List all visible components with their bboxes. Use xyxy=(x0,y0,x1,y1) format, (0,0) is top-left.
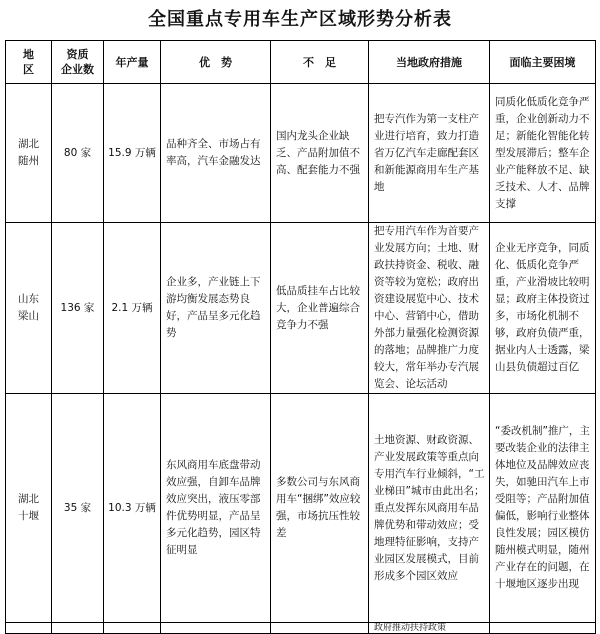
cell-disadvantages: 多数公司与东风商用车“捆绑”效应较强，市场抗压性较差 xyxy=(271,394,369,623)
cell-difficulties: “委改机制”推广，主要改装企业的法律主体地位及品牌效应丧失，如驰田汽车上市受阻等；产品附加值偏低，影响行业整体良性发展；园区模仿随州模式明显，随州产业存在的问题，在十堰地区逐步出现 xyxy=(490,394,596,623)
table-header-row xyxy=(6,41,596,84)
cell-disadvantages: 低品质挂车占比较大，企业普遍综合竞争力不强 xyxy=(271,223,369,394)
table-row xyxy=(6,223,596,394)
table-row xyxy=(6,394,596,623)
cell-measures: 把专汽作为第一支柱产业进行培育，致力打造省万亿汽车走廊配套区和新能源商用车生产基地 xyxy=(369,84,490,223)
header-companies xyxy=(52,41,104,84)
page-title: 全国重点专用车生产区域形势分析表 xyxy=(148,9,452,30)
header-output: 年产量 xyxy=(104,41,161,84)
cell-measures: 把专用汽车作为首要产业发展方向；土地、财政扶持资金、税收、融资等较为宽松；政府出资建设展览中心、技术中心、营销中心，借助外部力量强化检测资源的落地；品牌推广力度较大，常年举办专汽展览会、论坛活动 xyxy=(369,223,490,394)
cell-difficulties: 企业无序竞争，同质化、低质化竞争严重，产业滑坡比较明显；政府主体投资过多，市场化机制不够，政府负债严重，据业内人士透露，梁山县负债超过百亿 xyxy=(490,223,596,394)
header-disadvantages: 不 足 xyxy=(271,41,369,84)
cell-companies: 80 家 xyxy=(52,84,104,223)
cell-output xyxy=(104,623,161,634)
cell-advantages: 品种齐全、市场占有率高，汽车金融发达 xyxy=(161,84,271,223)
header-difficulties: 面临主要困境 xyxy=(490,41,596,84)
cell-output: 2.1 万辆 xyxy=(104,223,161,394)
region-label: 山东 梁山 xyxy=(18,293,39,322)
cell-advantages: 东风商用车底盘带动效应强，自卸车品牌效应突出，液压零部件优势明显，产品呈多元化趋势，园区特征明显 xyxy=(161,394,271,623)
cell-companies: 136 家 xyxy=(52,223,104,394)
table-row xyxy=(6,623,596,634)
header-advantages: 优 势 xyxy=(161,41,271,84)
region-label: 湖北 随州 xyxy=(18,138,39,167)
header-companies-label: 资质 企业数 xyxy=(61,48,94,76)
cell-output: 10.3 万辆 xyxy=(104,394,161,623)
cell-difficulties xyxy=(490,623,596,634)
cell-disadvantages xyxy=(271,623,369,634)
cell-region xyxy=(6,623,52,634)
cell-region xyxy=(6,84,52,223)
table-row xyxy=(6,84,596,223)
cell-measures: 政府推动扶持政策 xyxy=(369,623,490,634)
cell-output: 15.9 万辆 xyxy=(104,84,161,223)
cell-companies xyxy=(52,623,104,634)
region-label: 湖北 十堰 xyxy=(18,493,39,522)
header-measures: 当地政府措施 xyxy=(369,41,490,84)
cell-region xyxy=(6,223,52,394)
cell-difficulties: 同质化低质化竞争严重，企业创新动力不足；新能化智能化转型发展滞后；整车企业产能释放不足、缺乏技术、人才、品牌支撑 xyxy=(490,84,596,223)
header-region xyxy=(6,41,52,84)
cell-companies: 35 家 xyxy=(52,394,104,623)
cell-advantages: 企业多，产业链上下游均衡发展态势良好，产品呈多元化趋势 xyxy=(161,223,271,394)
cell-disadvantages: 国内龙头企业缺乏、产品附加值不高、配套能力不强 xyxy=(271,84,369,223)
analysis-table xyxy=(5,40,596,634)
header-region-label: 地 区 xyxy=(23,48,34,76)
cell-region xyxy=(6,394,52,623)
cell-measures: 土地资源、财政资源、产业发展政策等重点向专用汽车行业倾斜，“工业梯田”城市由此出名；重点发挥东风商用车品牌优势和带动效应；受地理特征影响，支持产业园区发展模式，目前形成多个园区效应 xyxy=(369,394,490,623)
cell-advantages xyxy=(161,623,271,634)
